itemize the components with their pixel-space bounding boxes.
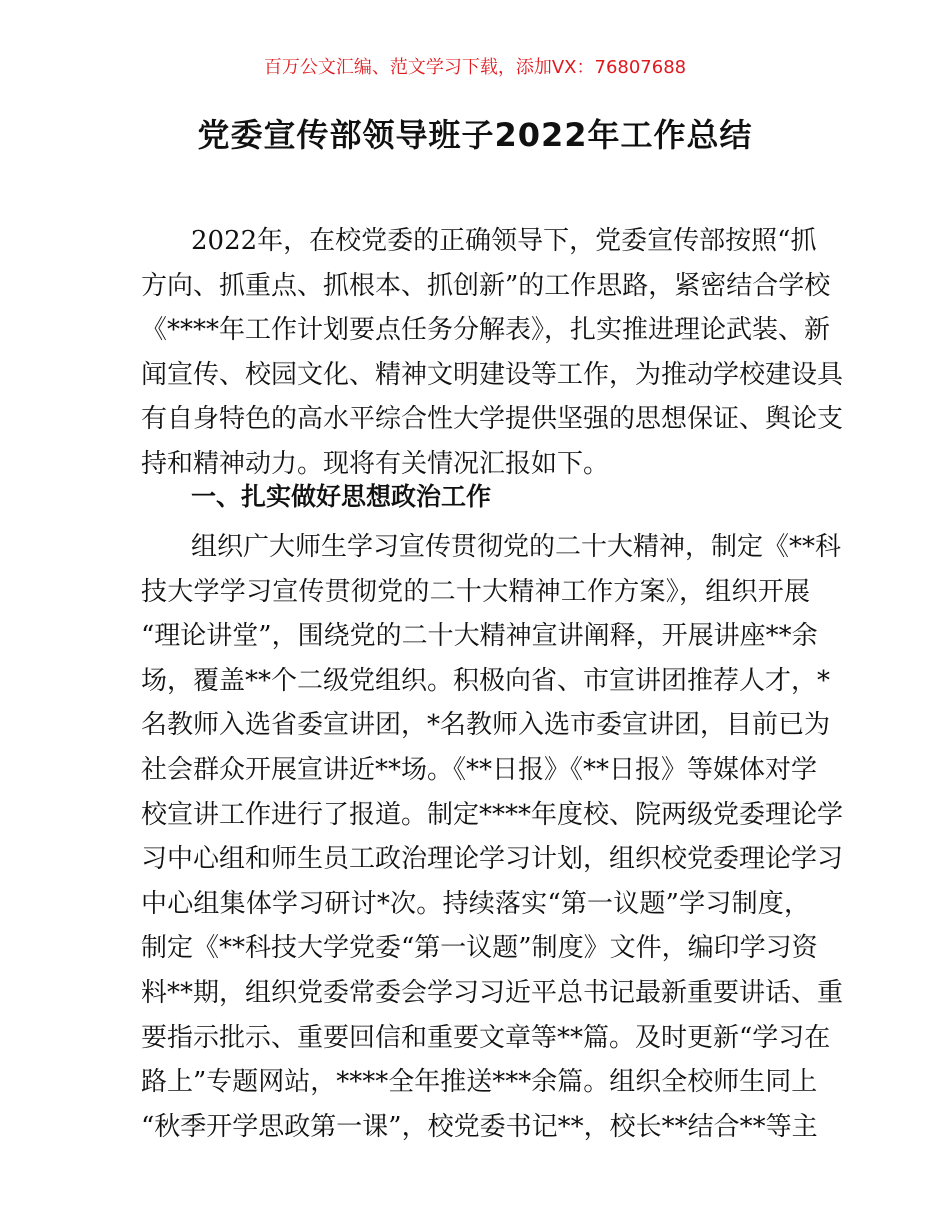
text-line: “秋季开学思政第一课”，校党委书记**，校长**结合**等主: [141, 1111, 818, 1142]
text-line: 2022年，在校党委的正确领导下，党委宣传部按照“抓: [191, 226, 817, 256]
paragraph-section-1: [141, 525, 844, 1149]
text-line: 有自身特色的高水平综合性大学提供坚强的思想保证、舆论支: [141, 404, 844, 435]
paragraph-intro: [141, 219, 844, 487]
text-line: 校宣讲工作进行了报道。制定****年度校、院两级党委理论学: [141, 799, 844, 830]
text-line: 习中心组和师生员工政治理论学习计划，组织校党委理论学习: [141, 844, 844, 875]
text-line: 组织广大师生学习宣传贯彻党的二十大精神，制定《**科: [191, 532, 842, 562]
text-line: 社会群众开展宣讲近**场。《**日报》《**日报》等媒体对学: [141, 754, 818, 785]
text-line: “理论讲堂”，围绕党的二十大精神宣讲阐释，开展讲座**余: [141, 621, 818, 652]
text-line: 《****年工作计划要点任务分解表》，扎实推进理论武装、新: [141, 315, 831, 346]
text-line: 料**期，组织党委常委会学习习近平总书记最新重要讲话、重: [141, 977, 844, 1008]
text-line: 闻宣传、校园文化、精神文明建设等工作，为推动学校建设具: [141, 359, 844, 390]
document-title: 党委宣传部领导班子2022年工作总结: [197, 116, 753, 154]
text-line: 技大学学习宣传贯彻党的二十大精神工作方案》，组织开展: [141, 576, 810, 607]
section-heading-1: 一、扎实做好思想政治工作: [191, 482, 492, 511]
text-line: 制定《**科技大学党委“第一议题”制度》文件，编印学习资: [141, 933, 818, 964]
text-line: 要指示批示、重要回信和重要文章等**篇。及时更新“学习在: [141, 1022, 831, 1053]
text-line: 方向、抓重点、抓根本、抓创新”的工作思路，紧密结合学校: [141, 270, 831, 301]
text-line: 场，覆盖**个二级党组织。积极向省、市宣讲团推荐人才，*: [141, 665, 831, 696]
text-line: 持和精神动力。现将有关情况汇报如下。: [141, 448, 610, 479]
watermark-header: 百万公文汇编、范文学习下载，添加VX：76807688: [263, 57, 687, 78]
text-line: 中心组集体学习研讨*次。持续落实“第一议题”学习制度，: [141, 888, 810, 919]
text-line: 名教师入选省委宣讲团，*名教师入选市委宣讲团，目前已为: [141, 710, 831, 741]
text-line: 路上”专题网站，****全年推送***余篇。组织全校师生同上: [141, 1067, 818, 1098]
